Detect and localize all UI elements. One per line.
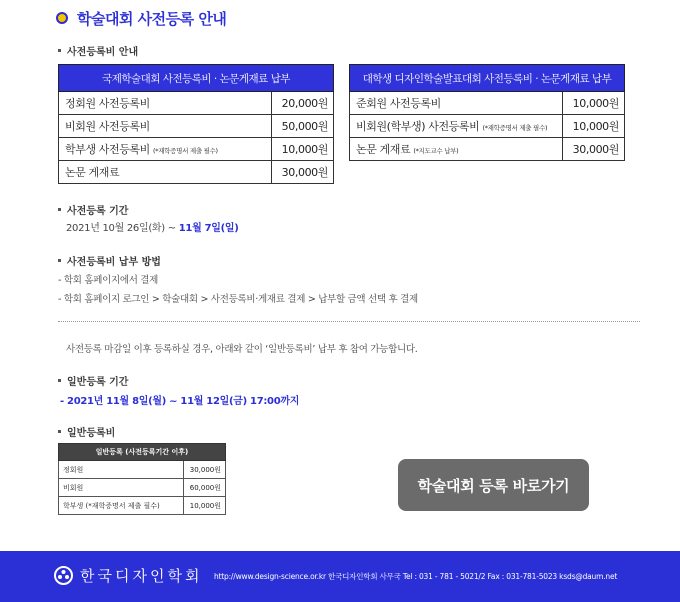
society-logo-icon [54,566,73,585]
row-value: 10,000원 [563,115,625,138]
table-row [59,161,334,184]
row-label: 비회원 [59,479,184,497]
table-row [350,138,625,161]
prereg-period-end: 11월 7일(일) [178,223,239,234]
row-value: 30,000원 [563,138,625,161]
payment-heading-text: 사전등록비 납부 방법 [67,257,161,268]
square-bullet-icon [58,430,61,433]
row-note: (*재학증명서 제출 필수) [482,124,548,132]
row-value: 30,000원 [272,161,334,184]
row-value: 60,000원 [184,479,226,497]
table-row [59,479,226,497]
footer-contact-info: http://www.design-science.or.kr 한국디자인학회 사무국 Tel : 031 - 781 - 5021/2 Fax : 031-781-5023 ksds@daum.net [214,572,618,581]
square-bullet-icon [58,379,61,382]
table-row [350,115,625,138]
general-fee-table [58,443,226,515]
table-row [350,92,625,115]
row-label: 비회원 사전등록비 [65,120,150,133]
table-row [59,138,334,161]
row-label: 논문 게재료 [65,166,120,179]
table-header: 일반등록 (사전등록기간 이후) [59,444,226,461]
table-row [59,92,334,115]
prereg-fee-table-international [58,64,334,184]
row-note: (*재학증명서 제출 필수) [153,147,218,155]
prereg-period-heading [58,202,128,217]
square-bullet-icon [58,49,61,52]
square-bullet-icon [58,208,61,211]
prereg-period-heading-text: 사전등록 기간 [67,206,129,217]
society-logo-text: 한국디자인학회 [80,567,203,585]
row-value: 10,000원 [184,497,226,515]
dotted-divider [58,321,640,322]
row-value: 10,000원 [563,92,625,115]
row-label: 학부생 (*재학증명서 제출 필수) [59,497,184,515]
payment-heading [58,253,161,268]
table-row [59,115,334,138]
page-title: 학술대회 사전등록 안내 [77,9,227,28]
register-shortcut-button[interactable]: 학술대회 등록 바로가기 [398,459,589,511]
prereg-period-value [66,219,239,234]
table-row [59,497,226,515]
prereg-period-start: 2021년 10월 26일(화) ~ [66,223,179,234]
row-value: 50,000원 [272,115,334,138]
row-label: 학부생 사전등록비 [65,143,150,156]
prereg-fee-heading [58,43,138,58]
general-period-heading [58,373,128,388]
table-row [59,461,226,479]
row-label: 비회원(학부생) 사전등록비 [356,120,480,133]
prereg-fee-heading-text: 사전등록비 안내 [67,47,139,58]
page-title-row [56,7,226,29]
row-value: 30,000원 [184,461,226,479]
payment-line: - 학회 홈페이지 로그인 > 학술대회 > 사전등록비·게재료 결제 > 납부할 금액 선택 후 결제 [58,294,418,305]
prereg-fee-table-student [349,64,625,161]
row-label: 준회원 사전등록비 [356,97,441,110]
row-value: 10,000원 [272,138,334,161]
general-period-value: - 2021년 11월 8일(월) ~ 11월 12일(금) 17:00까지 [60,396,300,407]
row-label: 정회원 사전등록비 [65,97,150,110]
payment-line: - 학회 홈페이지에서 결제 [58,275,159,286]
general-fee-heading-text: 일반등록비 [67,428,116,439]
circle-bullet-icon [56,12,68,24]
row-label: 논문 게재료 [356,143,411,156]
square-bullet-icon [58,259,61,262]
late-registration-notice: 사전등록 마감일 이후 등록하실 경우, 아래와 같이 ‘일반등록비’ 납부 후 참여 가능합니다. [66,344,418,355]
row-note: (*지도교수 납부) [413,147,459,155]
general-period-heading-text: 일반등록 기간 [67,377,129,388]
table-header: 대학생 디자인학술발표대회 사전등록비 · 논문게재료 납부 [350,65,625,92]
general-fee-heading [58,424,115,439]
table-header: 국제학술대회 사전등록비 · 논문게재료 납부 [59,65,334,92]
row-label: 정회원 [59,461,184,479]
row-value: 20,000원 [272,92,334,115]
